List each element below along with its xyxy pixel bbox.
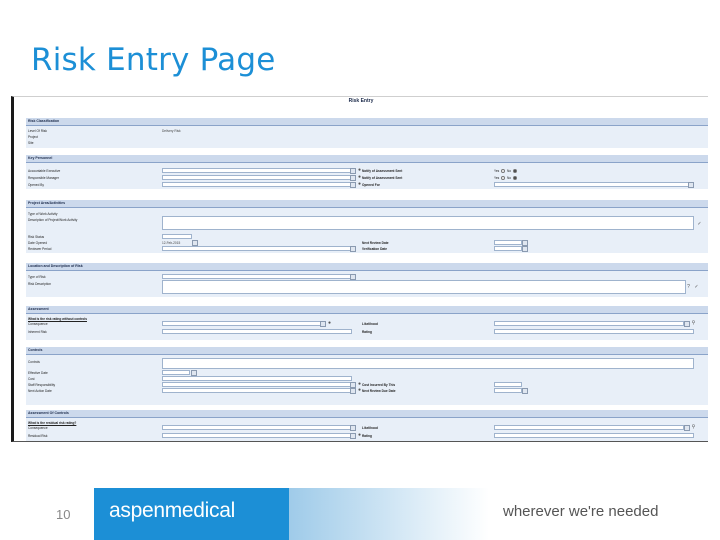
- person-lookup-icon[interactable]: ●: [357, 174, 362, 180]
- notify-accountable-label: Notify of Assessment Sent: [362, 169, 403, 173]
- residual-risk-label: Residual Risk: [28, 434, 48, 438]
- opened-for-dropdown[interactable]: [688, 182, 694, 188]
- residual-rating-label: Rating: [362, 434, 372, 438]
- consequence-dropdown[interactable]: [320, 321, 326, 327]
- form-title: Risk Entry: [348, 98, 374, 104]
- review-period-input[interactable]: [162, 246, 352, 251]
- cost-label: Cost: [28, 377, 35, 381]
- form-intro-line-2: [14, 110, 708, 114]
- risk-description-label: Risk Description: [28, 282, 52, 286]
- risk-status-input[interactable]: [162, 234, 192, 239]
- person-lookup-icon[interactable]: ●: [357, 381, 362, 387]
- section-risk-classification: Risk Classification: [26, 118, 708, 126]
- residual-risk-dropdown[interactable]: [350, 433, 356, 439]
- effective-date-input[interactable]: [162, 370, 190, 375]
- rating-input[interactable]: [494, 329, 694, 334]
- brand-name: aspenmedical: [109, 499, 235, 522]
- accountable-executive-label: Accountable Executive: [28, 169, 61, 173]
- next-review-date-label: Next Review Date: [362, 241, 389, 245]
- notify-2-yes-label: Yes: [494, 176, 500, 180]
- inherent-risk-input[interactable]: [162, 329, 352, 334]
- cost-incurred-input[interactable]: [494, 382, 522, 387]
- verification-date-label: Verification Date: [362, 247, 387, 251]
- likelihood-dropdown[interactable]: [684, 321, 690, 327]
- section-project-area: Project Area/Activities: [26, 200, 708, 208]
- level-of-risk-value: Delivery Risk: [162, 129, 181, 133]
- notify-1-yes-radio[interactable]: [501, 169, 505, 173]
- next-action-dropdown[interactable]: [350, 388, 356, 394]
- residual-consequence-label: Consequence: [28, 426, 48, 430]
- verification-date-input[interactable]: [494, 246, 522, 251]
- spell-check-icon[interactable]: ✓: [694, 284, 699, 290]
- type-of-risk-label: Type of Risk: [28, 275, 46, 279]
- help-icon[interactable]: ?: [687, 284, 690, 290]
- residual-consequence-input[interactable]: [162, 425, 352, 430]
- project-label: Project: [28, 135, 38, 139]
- brand-gradient-band: [289, 488, 489, 540]
- section-location-description: Location and Description of Risk: [26, 263, 708, 271]
- next-review-due-input[interactable]: [494, 388, 522, 393]
- staff-responsibility-input[interactable]: [162, 382, 352, 387]
- section-controls: Controls: [26, 347, 708, 355]
- accountable-executive-dropdown[interactable]: [350, 168, 356, 174]
- section-assessment: Assessment: [26, 306, 708, 314]
- brand-tagline: wherever we're needed: [503, 503, 659, 520]
- consequence-input[interactable]: [162, 321, 322, 326]
- inherent-risk-label: Inherent Risk: [28, 330, 47, 334]
- staff-responsibility-label: Staff Responsibility: [28, 383, 56, 387]
- person-lookup-icon[interactable]: ●: [357, 167, 362, 173]
- date-opened-label: Date Opened: [28, 241, 47, 245]
- assessment-band: [26, 314, 708, 340]
- description-label: Description of Project/Work Activity: [28, 218, 78, 222]
- cost-input[interactable]: [162, 376, 352, 381]
- person-lookup-icon[interactable]: ●: [357, 387, 362, 393]
- opened-by-dropdown[interactable]: [350, 182, 356, 188]
- residual-rating-question: What is the residual risk rating?: [28, 421, 77, 425]
- brand-logo: [94, 488, 289, 540]
- risk-rating-question: What is the risk rating without controls: [28, 317, 87, 321]
- section-assessment-of-controls: Assessment Of Controls: [26, 410, 708, 418]
- date-opened-value: 12-Feb-2015: [162, 241, 181, 245]
- residual-rating-input[interactable]: [494, 433, 694, 438]
- controls-label: Controls: [28, 360, 40, 364]
- opened-by-label: Opened By: [28, 183, 44, 187]
- type-of-risk-input[interactable]: [162, 274, 352, 279]
- residual-likelihood-label: Likelihood: [362, 426, 378, 430]
- section-key-personnel: Key Personnel: [26, 155, 708, 163]
- search-icon[interactable]: ⚲: [691, 424, 696, 430]
- notify-1-no-label: No: [507, 169, 512, 173]
- slide-title: Risk Entry Page: [31, 42, 276, 78]
- risk-entry-form-screenshot: [11, 96, 708, 442]
- risk-description-textarea[interactable]: [162, 280, 686, 294]
- person-lookup-icon[interactable]: ●: [357, 181, 362, 187]
- notify-responsible-label: Notify of Assessment Sent: [362, 176, 403, 180]
- cost-incurred-label: Cost Incurred By This: [362, 383, 396, 387]
- site-label: Site: [28, 141, 34, 145]
- controls-textarea[interactable]: [162, 358, 694, 369]
- search-icon[interactable]: ⚲: [691, 320, 696, 326]
- verification-calendar-icon[interactable]: [522, 246, 528, 252]
- notify-2-yes-radio[interactable]: [501, 176, 505, 180]
- risk-status-label: Risk Status: [28, 235, 45, 239]
- notify-2-no-label: No: [507, 176, 512, 180]
- responsible-manager-label: Responsible Manager: [28, 176, 60, 180]
- opened-for-input[interactable]: [494, 182, 690, 187]
- residual-risk-input[interactable]: [162, 433, 352, 438]
- spell-check-icon[interactable]: ✓: [697, 221, 702, 227]
- level-of-risk-label: Level Of Risk: [28, 129, 47, 133]
- info-icon[interactable]: ●: [357, 432, 362, 438]
- residual-consequence-dropdown[interactable]: [350, 425, 356, 431]
- next-review-date-input[interactable]: [494, 240, 522, 245]
- review-period-dropdown[interactable]: [350, 246, 356, 252]
- info-icon[interactable]: ●: [327, 320, 332, 326]
- next-action-date-input[interactable]: [162, 388, 352, 393]
- next-review-due-label: Next Review Due Date: [362, 389, 396, 393]
- next-review-due-calendar-icon[interactable]: [522, 388, 528, 394]
- opened-by-input[interactable]: [162, 182, 352, 187]
- likelihood-label: Likelihood: [362, 322, 378, 326]
- effective-date-label: Effective Date: [28, 371, 48, 375]
- residual-likelihood-dropdown[interactable]: [684, 425, 690, 431]
- accountable-executive-input[interactable]: [162, 168, 352, 173]
- notify-1-yes-label: Yes: [494, 169, 500, 173]
- next-action-date-label: Next Action Date: [28, 389, 52, 393]
- notify-1-no-radio[interactable]: [513, 169, 517, 173]
- rating-label: Rating: [362, 330, 372, 334]
- responsible-manager-dropdown[interactable]: [350, 175, 356, 181]
- likelihood-input[interactable]: [494, 321, 684, 326]
- risk-classification-band: [26, 126, 708, 148]
- description-textarea[interactable]: [162, 216, 694, 230]
- form-intro-line-1: [14, 105, 708, 109]
- opened-for-label: Opened For: [362, 183, 380, 187]
- responsible-manager-input[interactable]: [162, 175, 352, 180]
- review-period-label: Reviewer Period: [28, 247, 52, 251]
- residual-likelihood-input[interactable]: [494, 425, 684, 430]
- consequence-label: Consequence: [28, 322, 48, 326]
- notify-2-no-radio[interactable]: [513, 176, 517, 180]
- type-of-work-label: Type of Work Activity: [28, 212, 58, 216]
- page-number: 10: [56, 507, 71, 522]
